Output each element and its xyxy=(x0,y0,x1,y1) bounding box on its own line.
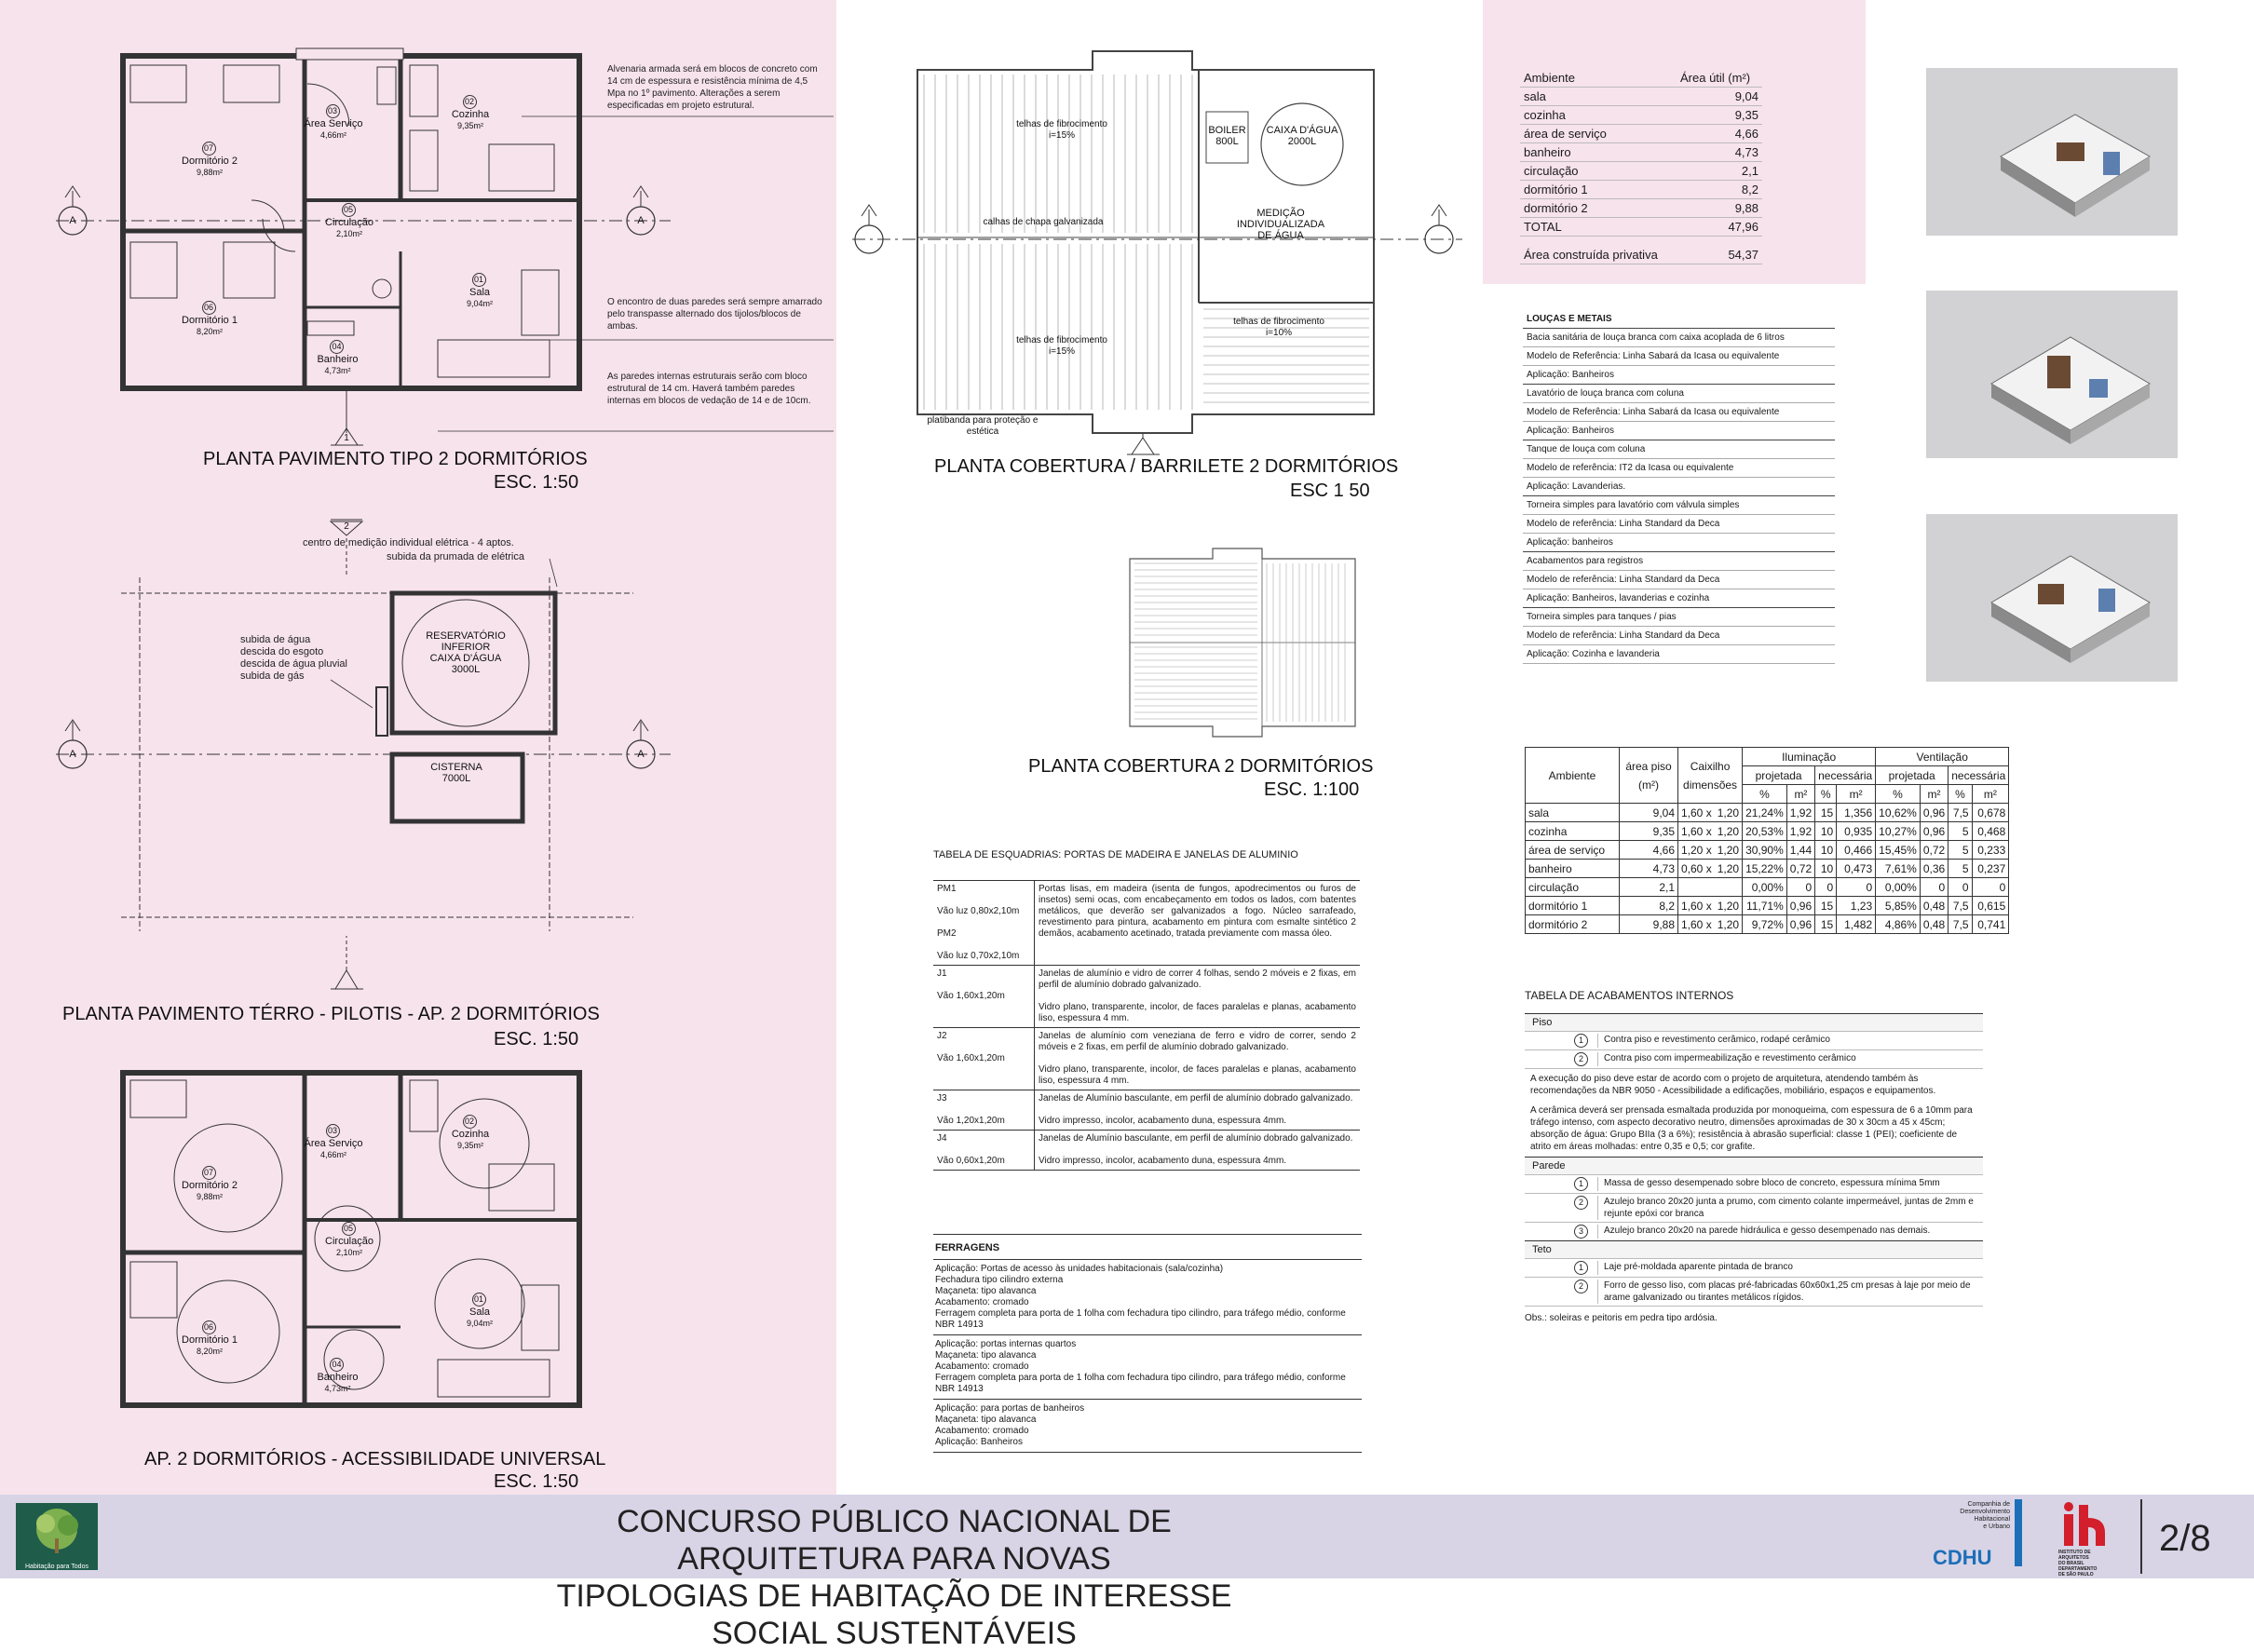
areas-cell-ambiente: dormitório 1 xyxy=(1520,181,1677,199)
vent-cell: 5 xyxy=(1948,841,1972,860)
habitacao-logo-caption: Habitação para Todos xyxy=(25,1564,88,1570)
areas-cell-area: 4,66 xyxy=(1677,125,1762,143)
vent-h-m2: m² xyxy=(1786,785,1814,804)
acab-item-index: 2 xyxy=(1574,1280,1588,1293)
ventilacao-table xyxy=(1525,747,2009,934)
areas-row xyxy=(1520,143,1762,162)
loucas-row: Torneira simples para lavatório com válvula simples xyxy=(1523,496,1835,515)
acab-item-text: Azulejo branco 20x20 junta a prumo, com cimento colante impermeável, juntas de 2mm e rejunte epóxi cor branca xyxy=(1604,1197,1974,1219)
vent-cell: 1,60 x xyxy=(1678,822,1715,841)
label-reservatorio: RESERVATÓRIO INFERIOR CAIXA D'ÁGUA 3000L xyxy=(426,630,506,675)
acab-item-number xyxy=(1525,1261,1598,1275)
acab-item-index: 3 xyxy=(1574,1225,1588,1239)
plan-terreo xyxy=(56,520,671,989)
iab-caption: INSTITUTO DE ARQUITETOS DO BRASIL DEPARTAMENTO DE SÃO PAULO xyxy=(2058,1550,2098,1578)
esquadria-code: PM1 Vão luz 0,80x2,10m PM2 Vão luz 0,70x2,10m xyxy=(933,881,1035,966)
vent-cell: 20,53% xyxy=(1743,822,1787,841)
vent-cell: 0,678 xyxy=(1972,804,2009,822)
label-cisterna: CISTERNA 7000L xyxy=(430,762,482,784)
esquadria-desc: Janelas de alumínio com veneziana de ferro e vidro de correr, sendo 2 móveis e 2 fixas, em perfil de alumínio dobrado galvanizado. Vidro plano, transparente, incolor, de faces paralelas e planas, acabamento liso, espessura 4 mm. xyxy=(1035,1028,1361,1090)
room-label: 06 Dormitório 1 8,20m² xyxy=(182,303,238,336)
render-thumbnail-3 xyxy=(1926,514,2178,682)
note-encontro: O encontro de duas paredes será sempre amarrado pelo transpasse alternado dos tijolos/blocos de ambas. xyxy=(607,297,822,332)
acab-item-index: 1 xyxy=(1574,1034,1588,1048)
vent-h-m2: m² xyxy=(1920,785,1948,804)
render-thumbnail-1 xyxy=(1926,68,2178,236)
vent-cell: 0 xyxy=(1837,878,1876,897)
vent-cell: 1,60 x xyxy=(1678,915,1715,934)
areas-row xyxy=(1520,106,1762,125)
vent-row xyxy=(1526,878,2009,897)
loucas-title: LOUÇAS E METAIS xyxy=(1523,310,1835,329)
loucas-row: Modelo de referência: Linha Standard da Deca xyxy=(1523,627,1835,645)
render-thumbnail-2 xyxy=(1926,291,2178,458)
ferragens-block-item: Aplicação: para portas de banheiros Maçaneta: tipo alavanca Acabamento: cromado Aplicação: Banheiros xyxy=(933,1400,1362,1453)
plan-cobertura-barrilete-scale: ESC 1 50 xyxy=(1290,481,1370,501)
areas-cell-area: 47,96 xyxy=(1677,218,1762,237)
esquadria-row xyxy=(933,1028,1360,1090)
vent-cell: 4,66 xyxy=(1620,841,1678,860)
vent-cell: 1,20 xyxy=(1715,804,1743,822)
ferragens-title: FERRAGENS xyxy=(933,1235,1362,1260)
areas-cell-ambiente: área de serviço xyxy=(1520,125,1677,143)
vent-cell: 15,22% xyxy=(1743,860,1787,878)
label-platibanda: platibanda para proteção e estética xyxy=(927,415,1039,437)
acab-section-parede: Parede xyxy=(1525,1157,1983,1174)
vent-cell: 1,92 xyxy=(1786,822,1814,841)
vent-cell: 1,92 xyxy=(1786,804,1814,822)
section-marker-a-left: A xyxy=(69,215,76,226)
section-marker-2: 2 xyxy=(344,521,349,532)
vent-cell: 30,90% xyxy=(1743,841,1787,860)
areas-header-ambiente: Ambiente xyxy=(1520,69,1677,88)
areas-cell-area: 8,2 xyxy=(1677,181,1762,199)
plan-cobertura-scale: ESC. 1:100 xyxy=(1264,779,1360,800)
vent-header-area: área piso (m²) xyxy=(1620,748,1678,804)
areas-cell-area: 4,73 xyxy=(1677,143,1762,162)
vent-cell: 1,60 x xyxy=(1678,804,1715,822)
label-subidas: subida de água descida do esgoto descida de água pluvial subida de gás xyxy=(240,634,347,682)
vent-cell: 0 xyxy=(1972,878,2009,897)
vent-cell: 0,36 xyxy=(1920,860,1948,878)
vent-cell: 10 xyxy=(1815,822,1837,841)
vent-cell xyxy=(1678,878,1715,897)
footer-title xyxy=(522,1503,1267,1652)
esquadria-row xyxy=(933,881,1360,966)
vent-cell: 0,60 x xyxy=(1678,860,1715,878)
esquadria-row xyxy=(933,1131,1360,1171)
vent-cell: 7,5 xyxy=(1948,804,1972,822)
areas-row xyxy=(1520,162,1762,181)
acab-item-index: 2 xyxy=(1574,1196,1588,1210)
plan-cobertura-barrilete-title: PLANTA COBERTURA / BARRILETE 2 DORMITÓRIOS xyxy=(934,456,1399,477)
areas-cell-ambiente: dormitório 2 xyxy=(1520,199,1677,218)
areas-cell-ambiente: circulação xyxy=(1520,162,1677,181)
room-label: 01 Sala 9,04m² xyxy=(466,275,493,308)
acab-item-index: 1 xyxy=(1574,1261,1588,1275)
vent-cell: 1,44 xyxy=(1786,841,1814,860)
vent-cell: 0,72 xyxy=(1786,860,1814,878)
esquadria-desc: Portas lisas, em madeira (isenta de fungos, apodrecimentos ou furos de insetos) semi ocas, com encabeçamento em todos os lados, com batentes metálicos, que deverão ser galvanizados a fogo. Núcleo sarrafeado, revestimento para pintura, acabamento em pintura com esmalte sintético 2 demãos, acabamento acetinado, tratada previamente com massa óleo. xyxy=(1035,881,1361,966)
vent-cell: 0,00% xyxy=(1743,878,1787,897)
areas-cell-ambiente: cozinha xyxy=(1520,106,1677,125)
areas-row xyxy=(1520,125,1762,143)
label-prumada: subida da prumada de elétrica xyxy=(387,551,524,562)
vent-cell: 0 xyxy=(1920,878,1948,897)
vent-cell: 0,48 xyxy=(1920,915,1948,934)
vent-row xyxy=(1526,822,2009,841)
loucas-row: Modelo de Referência: Linha Sabará da Icasa ou equivalente xyxy=(1523,347,1835,366)
vent-header-ambiente: Ambiente xyxy=(1526,748,1620,804)
vent-cell: 15,45% xyxy=(1876,841,1921,860)
areas-row xyxy=(1520,88,1762,106)
vent-cell: 1,20 xyxy=(1715,822,1743,841)
room-label: 03 Área Serviço 4,66m² xyxy=(304,106,363,140)
acab-item xyxy=(1525,1031,1983,1049)
acab-item-text: Azulejo branco 20x20 na parede hidráulica e gesso desempenado nas demais. xyxy=(1604,1225,1931,1236)
acab-item-number xyxy=(1525,1052,1598,1066)
vent-cell: 1,20 xyxy=(1715,841,1743,860)
vent-cell: 9,04 xyxy=(1620,804,1678,822)
vent-cell: 0,468 xyxy=(1972,822,2009,841)
vent-cell: 1,23 xyxy=(1837,897,1876,915)
vent-cell: 0 xyxy=(1815,878,1837,897)
vent-cell: 4,73 xyxy=(1620,860,1678,878)
acab-item-text: Contra piso e revestimento cerâmico, rodapé cerâmico xyxy=(1604,1035,1830,1045)
vent-cell: 0,00% xyxy=(1876,878,1921,897)
vent-cell: 1,60 x xyxy=(1678,897,1715,915)
vent-cell: 0,615 xyxy=(1972,897,2009,915)
acab-item-text: Laje pré-moldada aparente pintada de branco xyxy=(1604,1262,1793,1272)
acab-item-index: 1 xyxy=(1574,1177,1588,1191)
areas-row xyxy=(1520,199,1762,218)
plan-tipo-title: PLANTA PAVIMENTO TIPO 2 DORMITÓRIOS xyxy=(203,449,588,469)
vent-cell: 8,2 xyxy=(1620,897,1678,915)
areas-row xyxy=(1520,218,1762,237)
vent-row xyxy=(1526,897,2009,915)
label-telhas-2: telhas de fibrocimento i=15% xyxy=(1016,335,1107,357)
areas-cell-area: 9,88 xyxy=(1677,199,1762,218)
vent-header-projetada: projetada xyxy=(1876,766,1948,785)
vent-cell: 1,20 xyxy=(1715,897,1743,915)
areas-table xyxy=(1520,69,1762,264)
label-telhas-3: telhas de fibrocimento i=10% xyxy=(1233,317,1324,338)
esquadria-code: J3 Vão 1,20x1,20m xyxy=(933,1090,1035,1131)
acab-item xyxy=(1525,1277,1983,1306)
esquadrias-table xyxy=(933,880,1360,1171)
loucas-row: Modelo de referência: IT2 da Icasa ou equivalente xyxy=(1523,459,1835,478)
acab-section-piso: Piso xyxy=(1525,1013,1983,1031)
acab-item-number xyxy=(1525,1196,1598,1220)
esquadria-code: J2 Vão 1,60x1,20m xyxy=(933,1028,1035,1090)
vent-h-pct: % xyxy=(1876,785,1921,804)
vent-cell: 9,35 xyxy=(1620,822,1678,841)
room-label: 02 Cozinha 9,35m² xyxy=(451,1117,490,1150)
plan-cobertura-small xyxy=(1130,548,1355,737)
ferragens-block xyxy=(933,1234,1362,1453)
vent-cell: 0,935 xyxy=(1837,822,1876,841)
vent-h-pct: % xyxy=(1948,785,1972,804)
acab-item-number xyxy=(1525,1177,1598,1191)
esquadria-desc: Janelas de Alumínio basculante, em perfil de alumínio dobrado galvanizado. Vidro impresso, incolor, acabamento duna, espessura 4mm. xyxy=(1035,1131,1361,1171)
loucas-row: Aplicação: Lavanderias. xyxy=(1523,478,1835,496)
room-label: 05 Circulação 2,10m² xyxy=(325,1224,373,1257)
loucas-row: Modelo de referência: Linha Standard da Deca xyxy=(1523,515,1835,534)
areas-header-area: Área útil (m²) xyxy=(1677,69,1762,88)
vent-cell: 11,71% xyxy=(1743,897,1787,915)
vent-row xyxy=(1526,804,2009,822)
vent-cell: 1,482 xyxy=(1837,915,1876,934)
acabamentos-table xyxy=(1525,989,1983,1330)
vent-row xyxy=(1526,860,2009,878)
acab-item xyxy=(1525,1174,1983,1193)
loucas-row: Aplicação: Cozinha e lavanderia xyxy=(1523,645,1835,664)
areas-cell-area: 9,35 xyxy=(1677,106,1762,125)
acab-item xyxy=(1525,1049,1983,1068)
footer-divider xyxy=(2140,1499,2142,1574)
vent-cell: 0,466 xyxy=(1837,841,1876,860)
section-marker-a-right: A xyxy=(637,749,645,760)
vent-cell: 10,27% xyxy=(1876,822,1921,841)
vent-cell: 0 xyxy=(1786,878,1814,897)
acab-item-text: Forro de gesso liso, com placas pré-fabricadas 60x60x1,25 cm presas à laje por meio de arame galvanizado ou tirantes metálicos rígidos. xyxy=(1604,1280,1971,1303)
esquadria-row xyxy=(933,1090,1360,1131)
loucas-row: Aplicação: Banheiros xyxy=(1523,422,1835,440)
room-label: 07 Dormitório 2 9,88m² xyxy=(182,1168,238,1201)
vent-cell: 0,96 xyxy=(1786,897,1814,915)
esquadria-code: J1 Vão 1,60x1,20m xyxy=(933,966,1035,1028)
vent-header-caixilho: Caixilho dimensões xyxy=(1678,748,1743,804)
habitacao-logo xyxy=(16,1503,98,1570)
vent-cell: 0,741 xyxy=(1972,915,2009,934)
section-marker-a-left: A xyxy=(69,749,76,760)
acab-piso-text2: A cerâmica deverá ser prensada esmaltada produzida por monoqueima, com espessura de 6 a 10mm para tráfego intenso, com aspecto decorativo neutro, dimensões aproximadas de 30 x 30cm a 45 x 45cm; absorção de água: Grupo BIIa (3 a 6%); resistência à abrasão superficial: classe 1 (PEI); coeficiente de atrito em áreas molhadas: entre 0,35 e 0,5; cor grafite. xyxy=(1530,1105,1973,1152)
vent-cell: 7,61% xyxy=(1876,860,1921,878)
loucas-row: Acabamentos para registros xyxy=(1523,552,1835,571)
vent-cell: dormitório 1 xyxy=(1526,897,1620,915)
plan-tipo-scale: ESC. 1:50 xyxy=(494,472,579,493)
vent-cell: 0,96 xyxy=(1786,915,1814,934)
vent-header-projetada: projetada xyxy=(1743,766,1815,785)
note-paredes: As paredes internas estruturais serão com bloco estrutural de 14 cm. Haverá também paredes internas em blocos de vedação de 14 e de 10cm. xyxy=(607,372,811,406)
vent-cell: 0 xyxy=(1948,878,1972,897)
footer-title-line2: TIPOLOGIAS DE HABITAÇÃO DE INTERESSE SOCIAL SUSTENTÁVEIS xyxy=(556,1578,1232,1651)
acab-piso-text1: A execução do piso deve estar de acordo com o projeto de arquitetura, atendendo também às recomendações da NBR 9050 - Acessibilidade a edificações, mobiliário, espaços e equipamentos. xyxy=(1525,1068,1983,1101)
ferragens-block-item: Aplicação: Portas de acesso às unidades habitacionais (sala/cozinha) Fechadura tipo cilindro externa Maçaneta: tipo alavanca Acabamento: cromado Ferragem completa para porta de 1 folha com fechadura tipo cilindro, para tráfego médio, conforme NBR 14913 xyxy=(933,1260,1362,1335)
vent-cell: 5 xyxy=(1948,860,1972,878)
vent-cell: 1,20 xyxy=(1715,860,1743,878)
loucas-row: Aplicação: Banheiros, lavanderias e cozinha xyxy=(1523,589,1835,608)
vent-cell: 7,5 xyxy=(1948,915,1972,934)
ferragens-block-item: Aplicação: portas internas quartos Maçaneta: tipo alavanca Acabamento: cromado Ferragem completa para porta de 1 folha com fechadura tipo cilindro, para tráfego médio, conforme NBR 14913 xyxy=(933,1335,1362,1400)
loucas-row: Modelo de Referência: Linha Sabará da Icasa ou equivalente xyxy=(1523,403,1835,422)
label-caixa-dagua: CAIXA D'ÁGUA 2000L xyxy=(1266,125,1338,147)
vent-header-ventilacao: Ventilação xyxy=(1876,748,2009,766)
room-label: 04 Banheiro 4,73m² xyxy=(317,1360,359,1393)
acab-item xyxy=(1525,1258,1983,1277)
vent-cell: área de serviço xyxy=(1526,841,1620,860)
vent-cell: sala xyxy=(1526,804,1620,822)
vent-cell: 10 xyxy=(1815,860,1837,878)
room-label: 02 Cozinha 9,35m² xyxy=(451,97,490,130)
label-centro-medicao: centro de medição individual elétrica - 4 aptos. xyxy=(303,537,514,548)
vent-cell: 0,72 xyxy=(1920,841,1948,860)
vent-cell: 2,1 xyxy=(1620,878,1678,897)
vent-cell: 0,48 xyxy=(1920,897,1948,915)
vent-cell: 1,20 x xyxy=(1678,841,1715,860)
acab-item-number xyxy=(1525,1225,1598,1239)
room-label: 06 Dormitório 1 8,20m² xyxy=(182,1322,238,1356)
page-number: 2/8 xyxy=(2159,1518,2211,1559)
vent-h-m2: m² xyxy=(1837,785,1876,804)
acab-item-text: Contra piso com impermeabilização e revestimento cerâmico xyxy=(1604,1053,1856,1063)
vent-cell: 21,24% xyxy=(1743,804,1787,822)
areas-construida-label: Área construída privativa xyxy=(1520,246,1677,264)
vent-cell: 5,85% xyxy=(1876,897,1921,915)
vent-cell: 1,356 xyxy=(1837,804,1876,822)
acabamentos-title: TABELA DE ACABAMENTOS INTERNOS xyxy=(1525,989,1734,1002)
cdhu-logo: CDHU xyxy=(1933,1546,1992,1569)
vent-h-pct: % xyxy=(1743,785,1787,804)
areas-cell-ambiente: TOTAL xyxy=(1520,218,1677,237)
acab-item xyxy=(1525,1193,1983,1222)
room-label: 05 Circulação 2,10m² xyxy=(325,205,373,238)
label-medicao: MEDIÇÃO INDIVIDUALIZADA DE ÁGUA xyxy=(1236,208,1325,241)
vent-row xyxy=(1526,915,2009,934)
vent-cell: 15 xyxy=(1815,897,1837,915)
plan-acessibilidade-title: AP. 2 DORMITÓRIOS - ACESSIBILIDADE UNIVERSAL xyxy=(144,1449,606,1469)
label-boiler: BOILER 800L xyxy=(1208,125,1246,147)
vent-cell: 15 xyxy=(1815,915,1837,934)
label-calhas: calhas de chapa galvanizada xyxy=(983,217,1104,227)
acab-item-number xyxy=(1525,1034,1598,1048)
label-telhas-1: telhas de fibrocimento i=15% xyxy=(1016,119,1107,141)
loucas-row: Bacia sanitária de louça branca com caixa acoplada de 6 litros xyxy=(1523,329,1835,347)
loucas-row: Lavatório de louça branca com coluna xyxy=(1523,385,1835,403)
areas-construida-row xyxy=(1520,246,1762,264)
areas-cell-ambiente: banheiro xyxy=(1520,143,1677,162)
vent-cell: dormitório 2 xyxy=(1526,915,1620,934)
vent-header-iluminacao: Iluminação xyxy=(1743,748,1876,766)
vent-cell: 0,233 xyxy=(1972,841,2009,860)
footer-title-line1: CONCURSO PÚBLICO NACIONAL DE ARQUITETURA PARA NOVAS xyxy=(617,1504,1172,1577)
vent-cell: circulação xyxy=(1526,878,1620,897)
esquadria-desc: Janelas de alumínio e vidro de correr 4 folhas, sendo 2 móveis e 2 fixas, em perfil de alumínio dobrado galvanizado. Vidro plano, transparente, incolor, de faces paralelas e planas, acabamento liso, espessura 4 mm. xyxy=(1035,966,1361,1028)
areas-construida-value: 54,37 xyxy=(1677,246,1762,264)
plan-terreo-scale: ESC. 1:50 xyxy=(494,1029,579,1049)
areas-cell-ambiente: sala xyxy=(1520,88,1677,106)
vent-cell: 7,5 xyxy=(1948,897,1972,915)
room-label: 07 Dormitório 2 9,88m² xyxy=(182,143,238,177)
vent-h-m2: m² xyxy=(1972,785,2009,804)
loucas-row: Tanque de louça com coluna xyxy=(1523,440,1835,459)
plan-acessibilidade-scale: ESC. 1:50 xyxy=(494,1471,579,1492)
vent-cell: 4,86% xyxy=(1876,915,1921,934)
section-marker-1: 1 xyxy=(344,433,349,443)
cdhu-subtitle: Companhia de Desenvolvimento Habitacional e Urbano xyxy=(1960,1501,2010,1530)
acab-item xyxy=(1525,1222,1983,1240)
vent-cell: 0,473 xyxy=(1837,860,1876,878)
vent-cell xyxy=(1715,878,1743,897)
vent-cell: 9,88 xyxy=(1620,915,1678,934)
note-alvenaria: Alvenaria armada será em blocos de concreto com 14 cm de espessura e resistência mínima de 4,5 Mpa no 1º pavimento. Alterações a serem especificadas em projeto estrutural. xyxy=(607,64,818,111)
room-label: 04 Banheiro 4,73m² xyxy=(317,342,359,375)
section-marker-a-right: A xyxy=(637,215,645,226)
iab-logo xyxy=(2060,1501,2109,1548)
vent-cell: 0,96 xyxy=(1920,822,1948,841)
areas-cell-area: 2,1 xyxy=(1677,162,1762,181)
vent-h-pct: % xyxy=(1815,785,1837,804)
areas-cell-area: 9,04 xyxy=(1677,88,1762,106)
acab-item-text: Massa de gesso desempenado sobre bloco de concreto, espessura mínima 5mm xyxy=(1604,1178,1940,1188)
vent-cell: 15 xyxy=(1815,804,1837,822)
vent-row xyxy=(1526,841,2009,860)
room-label: 03 Área Serviço 4,66m² xyxy=(304,1126,363,1159)
vent-cell: 5 xyxy=(1948,822,1972,841)
plan-cobertura-title: PLANTA COBERTURA 2 DORMITÓRIOS xyxy=(1028,756,1374,777)
loucas-row: Aplicação: banheiros xyxy=(1523,534,1835,552)
loucas-row: Modelo de referência: Linha Standard da Deca xyxy=(1523,571,1835,589)
loucas-table xyxy=(1523,310,1835,664)
esquadrias-title: TABELA DE ESQUADRIAS: PORTAS DE MADEIRA E JANELAS DE ALUMINIO xyxy=(933,849,1298,860)
esquadria-row xyxy=(933,966,1360,1028)
vent-cell: 0,96 xyxy=(1920,804,1948,822)
vent-cell: 0,237 xyxy=(1972,860,2009,878)
vent-cell: 9,72% xyxy=(1743,915,1787,934)
esquadria-desc: Janelas de Alumínio basculante, em perfil de alumínio dobrado galvanizado. Vidro impresso, incolor, acabamento duna, espessura 4mm. xyxy=(1035,1090,1361,1131)
vent-cell: 10,62% xyxy=(1876,804,1921,822)
plan-terreo-title: PLANTA PAVIMENTO TÉRRO - PILOTIS - AP. 2 DORMITÓRIOS xyxy=(62,1004,600,1024)
areas-header-row xyxy=(1520,69,1762,88)
vent-cell: banheiro xyxy=(1526,860,1620,878)
loucas-row: Torneira simples para tanques / pias xyxy=(1523,608,1835,627)
vent-cell: 10 xyxy=(1815,841,1837,860)
vent-header-necessaria: necessária xyxy=(1948,766,2009,785)
room-label: 01 Sala 9,04m² xyxy=(466,1294,493,1328)
acab-obs: Obs.: soleiras e peitoris em pedra tipo ardósia. xyxy=(1525,1306,1983,1330)
loucas-row: Aplicação: Banheiros xyxy=(1523,366,1835,385)
vent-cell: 1,20 xyxy=(1715,915,1743,934)
areas-row xyxy=(1520,181,1762,199)
vent-cell: cozinha xyxy=(1526,822,1620,841)
cdhu-bar xyxy=(2015,1499,2022,1566)
esquadria-code: J4 Vão 0,60x1,20m xyxy=(933,1131,1035,1171)
acab-item-number xyxy=(1525,1280,1598,1304)
acab-item-index: 2 xyxy=(1574,1052,1588,1066)
acab-section-teto: Teto xyxy=(1525,1240,1983,1258)
plan-cobertura-barrilete xyxy=(917,51,1374,433)
vent-header-necessaria: necessária xyxy=(1815,766,1876,785)
